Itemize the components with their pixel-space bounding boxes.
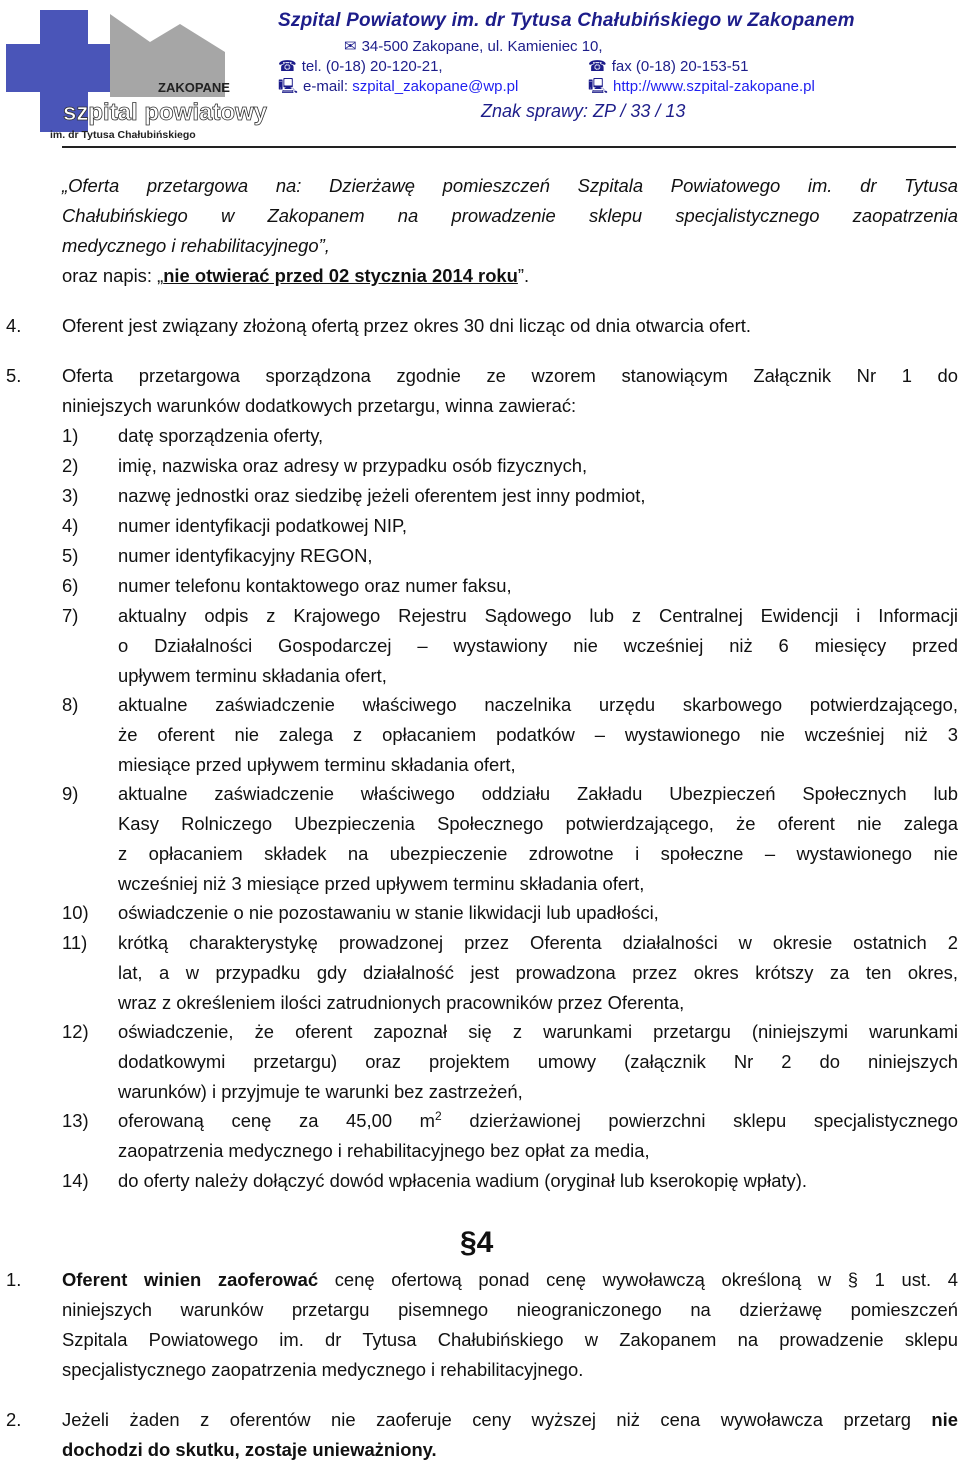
case-number: Znak sprawy: ZP / 33 / 13 <box>481 101 686 121</box>
logo-text-top: ZAKOPANE <box>158 80 230 95</box>
email-link[interactable]: szpital_zakopane@wp.pl <box>352 78 519 95</box>
list-item-number: 10) <box>62 902 89 923</box>
point-4-text: Oferent jest związany złożoną ofertą przez okres 30 dni licząc od dnia otwarcia ofert. <box>62 315 751 336</box>
list-item <box>118 1106 958 1166</box>
price-text-rest: dzierżawionej powierzchni sklepu specjalistycznego <box>441 1110 959 1131</box>
list-item <box>118 451 958 481</box>
list-item-line: z opłacaniem składek na ubezpieczenie zdrowotne i społeczne – wystawionego nie <box>118 843 958 864</box>
address-text: 34-500 Zakopane, ul. Kamieniec 10, <box>361 38 603 55</box>
phone-icon: ☎ <box>278 58 297 75</box>
point-5-intro <box>62 361 958 421</box>
list-item-number: 9) <box>62 783 79 804</box>
list-item-line: wcześniej niż 3 miesiące przed upływem terminu składania ofert, <box>118 873 645 894</box>
list-item-line: aktualny odpis z Krajowego Rejestru Sądowego lub z Centralnej Ewidencji i Informacji <box>118 605 958 626</box>
list-item-line: Kasy Rolniczego Ubezpieczenia Społecznego potwierdzającego, że oferent nie zalega <box>118 813 958 834</box>
unit-superscript: 2 <box>435 1108 442 1123</box>
computer-icon: 🖳 <box>588 78 609 95</box>
s4-point-2-number: 2. <box>6 1409 22 1430</box>
list-item-number: 8) <box>62 694 79 715</box>
list-item-number: 1) <box>62 425 79 446</box>
intro-line-4 <box>62 261 958 291</box>
hospital-logo <box>0 2 268 142</box>
list-item-number: 4) <box>62 515 79 536</box>
intro-line-4-emphasis: nie otwierać przed 02 stycznia 2014 roku <box>163 265 518 286</box>
s4-point-1-line-4: specjalistycznego zaopatrzenia medycznego i rehabilitacyjnego. <box>62 1359 584 1380</box>
list-item-line: nazwę jednostki oraz siedzibę jeżeli oferentem jest inny podmiot, <box>118 485 646 506</box>
list-item-number: 2) <box>62 455 79 476</box>
intro-line-2: Chałubińskiego w Zakopanem na prowadzenie sklepu specjalistycznego zaopatrzenia <box>62 205 958 226</box>
list-item <box>118 601 958 691</box>
s4-point-1 <box>62 1265 958 1385</box>
list-item <box>118 690 958 780</box>
list-item <box>118 1017 958 1107</box>
point-5-number: 5. <box>6 365 22 386</box>
list-item <box>118 481 958 511</box>
section-heading: §4 <box>460 1226 494 1259</box>
point-4-number: 4. <box>6 315 22 336</box>
list-item <box>118 511 958 541</box>
list-item-number: 11) <box>62 932 88 953</box>
list-item-number: 12) <box>62 1021 89 1042</box>
s4-point-2-text: Jeżeli żaden z oferentów nie zaoferuje ceny wyższej niż cena wywoławcza przetarg <box>62 1409 932 1430</box>
list-item-line: numer identyfikacyjny REGON, <box>118 545 373 566</box>
list-item-number: 3) <box>62 485 79 506</box>
intro-line-4-prefix: oraz napis: „ <box>62 265 164 286</box>
s4-point-2 <box>62 1405 958 1465</box>
list-item <box>118 928 958 1018</box>
list-item-line <box>118 1106 958 1136</box>
list-item-line: wraz z określeniem ilości zatrudnionych pracowników przez Oferenta, <box>118 992 685 1013</box>
price-text: oferowaną cenę za 45,00 m <box>118 1110 436 1131</box>
envelope-icon: ✉ <box>344 38 357 55</box>
list-item-line: oświadczenie o nie pozostawaniu w stanie likwidacji lub upadłości, <box>118 902 659 923</box>
list-item-number: 7) <box>62 605 79 626</box>
point-5-line-1: Oferta przetargowa sporządzona zgodnie ze wzorem stanowiącym Załącznik Nr 1 do <box>62 365 958 386</box>
list-item-line: upływem terminu składania ofert, <box>118 665 387 686</box>
list-item-line: datę sporządzenia oferty, <box>118 425 324 446</box>
list-item-line: krótką charakterystykę prowadzonej przez Oferenta działalności w okresie ostatnich 2 <box>118 932 958 953</box>
list-item <box>118 541 958 571</box>
list-item-line: o Działalności Gospodarczej – wystawiony nie wcześniej niż 6 miesięcy przed <box>118 635 958 656</box>
s4-point-1-line-1 <box>62 1265 958 1295</box>
hospital-name: Szpital Powiatowy im. dr Tytusa Chałubińskiego w Zakopanem <box>278 10 855 31</box>
hospital-email <box>278 76 518 101</box>
s4-point-1-line-2: niniejszych warunków przetargu pisemnego nieograniczonego na dzierżawę pomieszczeń <box>62 1299 958 1320</box>
s4-point-1-number: 1. <box>6 1269 22 1290</box>
s4-point-1-rest: cenę ofertową ponad cenę wywoławczą określoną w § 1 ust. 4 <box>318 1269 959 1290</box>
s4-point-1-bold: Oferent winien zaoferować <box>62 1269 319 1290</box>
list-item-line: numer telefonu kontaktowego oraz numer faksu, <box>118 575 512 596</box>
list-item-line: imię, nazwiska oraz adresy w przypadku osób fizycznych, <box>118 455 588 476</box>
fax-text: fax (0-18) 20-153-51 <box>611 58 749 75</box>
logo-text-sub: im. dr Tytusa Chałubińskiego <box>50 129 196 141</box>
list-item-line: warunków) i przyjmuje te warunki bez zastrzeżeń, <box>118 1081 523 1102</box>
list-item-number: 6) <box>62 575 79 596</box>
list-item-line: zaopatrzenia medycznego i rehabilitacyjnego bez opłat za media, <box>118 1140 650 1161</box>
list-item-line: aktualne zaświadczenie właściwego naczelnika urzędu skarbowego potwierdzającego, <box>118 694 958 715</box>
list-item-number: 13) <box>62 1110 89 1131</box>
hospital-fax <box>588 57 748 75</box>
list-item-line: do oferty należy dołączyć dowód wpłacenia wadium (oryginał lub kserokopię wpłaty). <box>118 1170 807 1191</box>
list-item <box>118 898 958 928</box>
list-item-number: 14) <box>62 1170 89 1191</box>
email-label: e-mail: <box>303 78 349 95</box>
computer-icon: 🖳 <box>278 78 299 95</box>
intro-line-4-suffix: ”. <box>517 265 530 286</box>
header-divider <box>62 146 956 148</box>
list-item <box>118 571 958 601</box>
point-5-line-2: niniejszych warunków dodatkowych przetargu, winna zawierać: <box>62 395 577 416</box>
list-item-line: aktualne zaświadczenie właściwego oddziału Zakładu Ubezpieczeń Społecznych lub <box>118 783 958 804</box>
list-item-number: 5) <box>62 545 79 566</box>
hospital-website <box>588 76 815 101</box>
s4-point-2-bold-a: nie <box>931 1409 958 1430</box>
intro-line-3: medycznego i rehabilitacyjnego”, <box>62 235 330 256</box>
list-item <box>118 779 958 899</box>
website-link[interactable]: http://www.szpital-zakopane.pl <box>613 78 815 95</box>
list-item-line: miesiące przed upływem terminu składania ofert, <box>118 754 516 775</box>
list-item-line: oświadczenie, że oferent zapoznał się z warunkami przetargu (niniejszymi warunkami <box>118 1021 958 1042</box>
list-item-line: lat, a w przypadku gdy działalność jest prowadzona przez okres krótszy za ten okres, <box>118 962 958 983</box>
intro-paragraph <box>62 171 958 291</box>
s4-point-2-line-2: dochodzi do skutku, zostaje unieważniony. <box>62 1439 437 1460</box>
s4-point-2-line-1 <box>62 1405 958 1435</box>
list-item-line: że oferent nie zalega z opłacaniem podatków – wystawionego nie wcześniej niż 3 <box>118 724 958 745</box>
s4-point-1-line-3: Szpitala Powiatowego im. dr Tytusa Chałubińskiego w Zakopanem na prowadzenie sklepu <box>62 1329 958 1350</box>
phone-text: tel. (0-18) 20-120-21, <box>301 58 443 75</box>
logo-text-main: szpital powiatowy <box>63 99 268 126</box>
list-item-line: numer identyfikacji podatkowej NIP, <box>118 515 407 536</box>
list-item-line: dodatkowymi przetargu) oraz projektem umowy (załącznik Nr 2 do niniejszych <box>118 1051 958 1072</box>
intro-line-1: „Oferta przetargowa na: Dzierżawę pomieszczeń Szpitala Powiatowego im. dr Tytusa <box>62 175 958 196</box>
list-item <box>118 421 958 451</box>
hospital-phone <box>278 57 443 75</box>
list-item <box>118 1166 958 1196</box>
fax-icon: ☎ <box>588 58 607 75</box>
hospital-address <box>344 37 603 55</box>
